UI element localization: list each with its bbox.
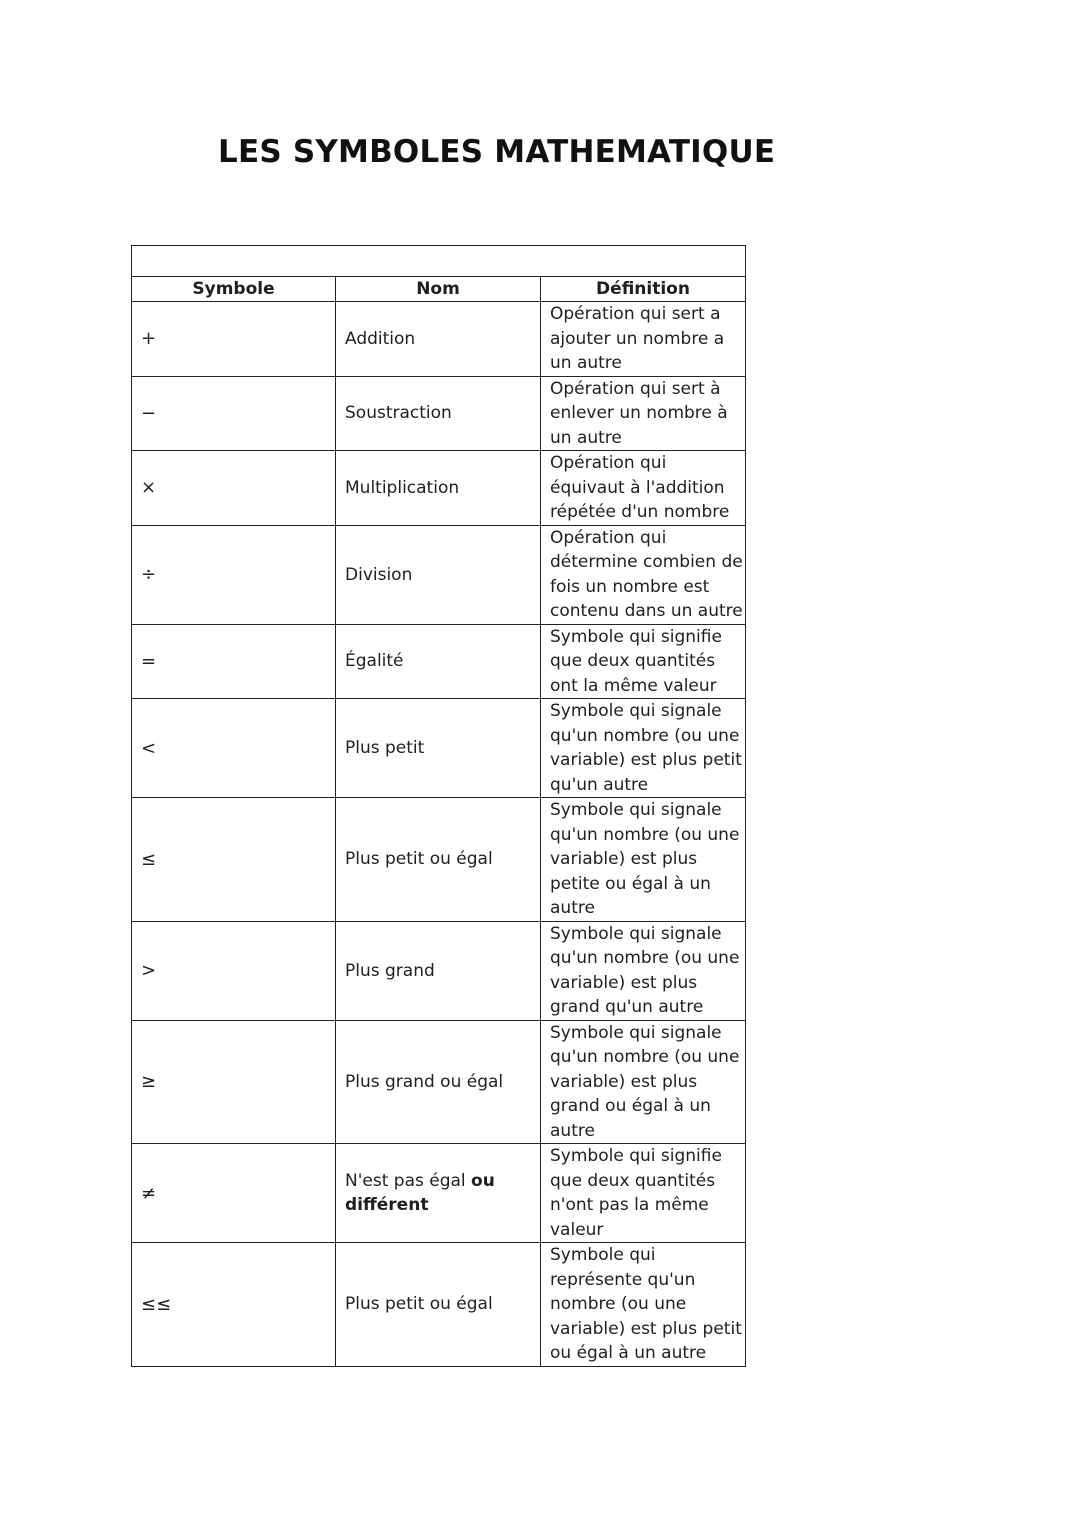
definition-line: répétée d'un nombre xyxy=(550,502,730,522)
definition-line: un autre xyxy=(550,353,622,373)
definition-cell xyxy=(541,798,746,922)
table-row xyxy=(132,302,746,377)
page-title: LES SYMBOLES MATHEMATIQUE xyxy=(218,134,776,170)
symbol-cell: < xyxy=(132,699,336,798)
definition-line: n'ont pas la même xyxy=(550,1195,709,1215)
symbol-cell: ≥ xyxy=(132,1020,336,1144)
definition-line: Symbole qui signale xyxy=(550,923,722,944)
table-row xyxy=(132,1144,746,1243)
name-cell: Plus petit xyxy=(336,699,541,798)
definition-line: valeur xyxy=(550,1219,604,1240)
definition-cell xyxy=(541,302,746,377)
definition-cell xyxy=(541,624,746,699)
name-cell: Division xyxy=(336,525,541,624)
table-row xyxy=(132,525,746,624)
definition-line: Opération qui xyxy=(550,453,667,473)
definition-line: variable) est plus xyxy=(550,1071,698,1092)
definition-line: Symbole qui signifie xyxy=(550,626,722,647)
table-blank-row xyxy=(132,246,746,277)
name-cell: Addition xyxy=(336,302,541,377)
definition-line: Opération qui sert a xyxy=(550,304,721,324)
table-row xyxy=(132,376,746,451)
definition-line: Symbole qui xyxy=(550,1245,656,1265)
definition-line: autre xyxy=(550,1120,595,1141)
header-symbole: Symbole xyxy=(132,277,336,302)
table-header-row xyxy=(132,277,746,302)
definition-line: représente qu'un xyxy=(550,1269,696,1290)
name-cell: Plus grand ou égal xyxy=(336,1020,541,1144)
definition-line: qu'un nombre (ou une xyxy=(550,725,740,746)
blank-cell xyxy=(132,246,746,277)
definition-line: petite ou égal à un xyxy=(550,873,711,894)
definition-line: Symbole qui signale xyxy=(550,1022,722,1043)
definition-line: que deux quantités xyxy=(550,1170,716,1191)
name-cell: Plus grand xyxy=(336,921,541,1020)
definition-cell xyxy=(541,1020,746,1144)
name-cell: Plus petit ou égal xyxy=(336,1243,541,1367)
name-cell: Plus petit ou égal xyxy=(336,798,541,922)
definition-line: variable) est plus petit xyxy=(550,1318,742,1339)
symbol-cell: > xyxy=(132,921,336,1020)
header-nom: Nom xyxy=(336,277,541,302)
symbols-table xyxy=(131,245,746,1367)
definition-line: ont la même valeur xyxy=(550,675,717,696)
definition-line: Symbole qui signale xyxy=(550,800,722,820)
definition-line: variable) est plus xyxy=(550,849,698,869)
definition-cell xyxy=(541,451,746,526)
symbol-cell: + xyxy=(132,302,336,377)
name-text-bold: différent xyxy=(345,1195,429,1215)
definition-line: grand qu'un autre xyxy=(550,997,704,1017)
name-text-bold: ou xyxy=(471,1170,495,1191)
definition-line: contenu dans un autre xyxy=(550,601,743,621)
definition-cell xyxy=(541,525,746,624)
definition-cell xyxy=(541,921,746,1020)
table-row xyxy=(132,699,746,798)
definition-line: qu'un nombre (ou une xyxy=(550,948,740,968)
symbol-cell: ÷ xyxy=(132,525,336,624)
name-cell: Soustraction xyxy=(336,376,541,451)
definition-line: autre xyxy=(550,898,595,918)
table-row xyxy=(132,921,746,1020)
definition-line: fois un nombre est xyxy=(550,576,710,597)
definition-line: grand ou égal à un xyxy=(550,1096,711,1116)
definition-line: qu'un nombre (ou une xyxy=(550,1047,740,1067)
definition-line: équivaut à l'addition xyxy=(550,477,725,498)
definition-line: variable) est plus xyxy=(550,972,698,993)
name-text: N'est pas égal xyxy=(345,1170,472,1191)
definition-line: Opération qui xyxy=(550,527,667,548)
symbol-cell: = xyxy=(132,624,336,699)
symbol-cell: × xyxy=(132,451,336,526)
symbol-cell: ≤ xyxy=(132,798,336,922)
definition-line: variable) est plus petit xyxy=(550,750,742,770)
definition-line: qu'un autre xyxy=(550,774,649,795)
header-definition: Définition xyxy=(541,277,746,302)
symbol-cell: − xyxy=(132,376,336,451)
name-cell xyxy=(336,1144,541,1243)
name-cell: Multiplication xyxy=(336,451,541,526)
definition-line: Symbole qui signale xyxy=(550,701,722,721)
definition-line: ajouter un nombre a xyxy=(550,328,725,349)
table-row xyxy=(132,1020,746,1144)
table-row xyxy=(132,1243,746,1367)
definition-line: que deux quantités xyxy=(550,651,716,671)
name-cell: Égalité xyxy=(336,624,541,699)
definition-cell xyxy=(541,376,746,451)
definition-line: nombre (ou une xyxy=(550,1294,687,1314)
symbol-cell: ≤≤ xyxy=(132,1243,336,1367)
definition-cell xyxy=(541,699,746,798)
definition-line: Symbole qui signifie xyxy=(550,1146,722,1166)
definition-line: Opération qui sert à xyxy=(550,378,721,399)
table-row xyxy=(132,624,746,699)
definition-line: ou égal à un autre xyxy=(550,1343,707,1363)
table-row xyxy=(132,798,746,922)
definition-cell xyxy=(541,1243,746,1367)
definition-cell xyxy=(541,1144,746,1243)
table-row xyxy=(132,451,746,526)
definition-line: détermine combien de xyxy=(550,552,743,572)
definition-line: qu'un nombre (ou une xyxy=(550,824,740,845)
definition-line: un autre xyxy=(550,427,622,448)
definition-line: enlever un nombre à xyxy=(550,403,728,423)
symbol-cell: ≠ xyxy=(132,1144,336,1243)
